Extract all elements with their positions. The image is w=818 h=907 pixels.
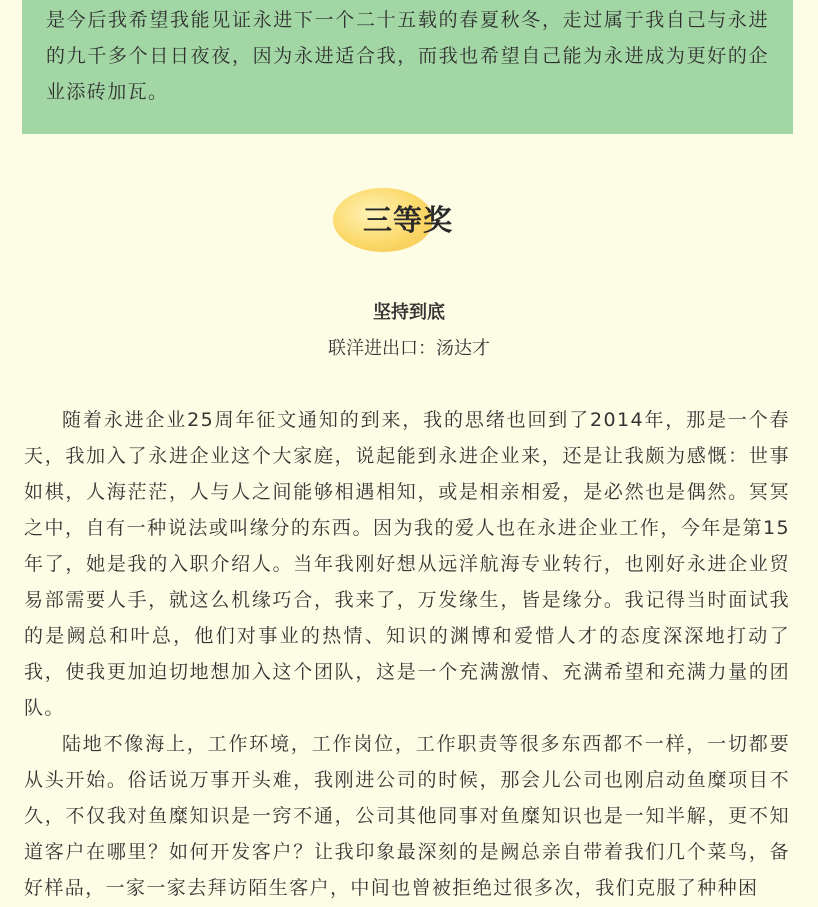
intro-paragraph: 是今后我希望我能见证永进下一个二十五载的春夏秋冬，走过属于我自己与永进的九千多个日日夜夜，因为永进适合我，而我也希望自己能为永进成为更好的企业添砖加瓦。	[46, 9, 769, 103]
intro-highlight-box	[22, 0, 793, 134]
article-body	[24, 402, 790, 906]
award-label: 三等奖	[363, 203, 454, 237]
award-badge	[333, 188, 489, 252]
article-paragraph: 随着永进企业25周年征文通知的到来，我的思绪也回到了2014年，那是一个春天，我加入了永进企业这个大家庭，说起能到永进企业来，还是让我颇为感慨：世事如棋，人海茫茫，人与人之间能够相遇相知，或是相亲相爱，是必然也是偶然。冥冥之中，自有一种说法或叫缘分的东西。因为我的爱人也在永进企业工作，今年是第15年了，她是我的入职介绍人。当年我刚好想从远洋航海专业转行，也刚好永进企业贸易部需要人手，就这么机缘巧合，我来了，万发缘生，皆是缘分。我记得当时面试我的是阙总和叶总，他们对事业的热情、知识的渊博和爱惜人才的态度深深地打动了我，使我更加迫切地想加入这个团队，这是一个充满激情、充满希望和充满力量的团队。	[24, 409, 790, 719]
article-author: 联洋进出口：汤达才	[328, 338, 490, 359]
article-paragraph: 陆地不像海上，工作环境，工作岗位，工作职责等很多东西都不一样，一切都要从头开始。俗话说万事开头难，我刚进公司的时候，那会儿公司也刚启动鱼糜项目不久，不仅我对鱼糜知识是一窍不通，公司其他同事对鱼糜知识也是一知半解，更不知道客户在哪里？如何开发客户？让我印象最深刻的是阙总亲自带着我们几个菜鸟，备好样品，一家一家去拜访陌生客户，中间也曾被拒绝过很多次，我们克服了种种困	[24, 733, 790, 899]
article-title: 坚持到底	[373, 302, 445, 323]
